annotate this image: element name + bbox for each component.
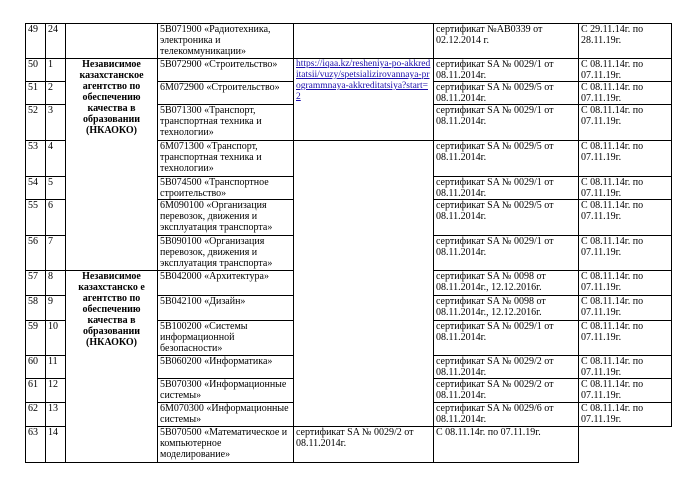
period-cell: С 08.11.14г. по 07.11.19г. xyxy=(579,141,672,177)
certificate-cell: сертификат SA № 0029/6 от 08.11.2014г. xyxy=(434,403,579,427)
program-cell: 5В042000 «Архитектура» xyxy=(158,271,294,296)
row-number: 53 xyxy=(26,141,46,177)
period-cell: С 29.11.14г. по 28.11.19г. xyxy=(579,24,672,59)
period-cell: С 08.11.14г. по 07.11.19г. xyxy=(579,403,672,427)
row-sub-number: 8 xyxy=(46,271,66,296)
certificate-cell: сертификат SA № 0098 от 08.11.2014г., 12.12.2016г. xyxy=(434,296,579,321)
certificate-cell: сертификат SA № 0029/2 от 08.11.2014г. xyxy=(294,427,434,463)
row-number: 51 xyxy=(26,82,46,105)
row-number: 57 xyxy=(26,271,46,296)
program-cell: 5В042100 «Дизайн» xyxy=(158,296,294,321)
period-cell: С 08.11.14г. по 07.11.19г. xyxy=(579,271,672,296)
period-cell: С 08.11.14г. по 07.11.19г. xyxy=(579,296,672,321)
org-cell xyxy=(66,24,158,59)
row-sub-number: 10 xyxy=(46,321,66,356)
program-cell: 5В060200 «Информатика» xyxy=(158,356,294,379)
program-cell: 5В071300 «Транспорт, транспортная техника и технологии» xyxy=(158,105,294,141)
row-number: 49 xyxy=(26,24,46,59)
period-cell: С 08.11.14г. по 07.11.19г. xyxy=(579,236,672,271)
row-number: 60 xyxy=(26,356,46,379)
certificate-cell: сертификат SA № 0029/5 от 08.11.2014г. xyxy=(434,200,579,236)
program-cell: 5В071900 «Радиотехника, электроника и телекоммуникации» xyxy=(158,24,294,59)
row-sub-number: 9 xyxy=(46,296,66,321)
period-cell: С 08.11.14г. по 07.11.19г. xyxy=(579,379,672,403)
certificate-cell: сертификат №АВ0339 от 02.12.2014 г. xyxy=(434,24,579,59)
program-cell: 6М070300 «Информационные системы» xyxy=(158,403,294,427)
row-sub-number: 3 xyxy=(46,105,66,141)
link-cell xyxy=(294,59,434,141)
agency-name: Независимое казахстанское агентство по обеспечению качества в образовании (НКАОКО) xyxy=(66,59,158,271)
period-cell: С 08.11.14г. по 07.11.19г. xyxy=(579,356,672,379)
certificate-cell: сертификат SA № 0029/2 от 08.11.2014г. xyxy=(434,379,579,403)
row-sub-number: 24 xyxy=(46,24,66,59)
row-number: 59 xyxy=(26,321,46,356)
row-sub-number: 2 xyxy=(46,82,66,105)
period-cell: С 08.11.14г. по 07.11.19г. xyxy=(579,82,672,105)
certificate-cell: сертификат SA № 0029/5 от 08.11.2014г. xyxy=(434,141,579,177)
row-number: 55 xyxy=(26,200,46,236)
certificate-cell: сертификат SA № 0029/5 от 08.11.2014г. xyxy=(434,82,579,105)
program-cell: 6М071300 «Транспорт, транспортная техника и технологии» xyxy=(158,141,294,177)
program-cell: 5В070500 «Математическое и компьютерное моделирование» xyxy=(158,427,294,463)
table-row xyxy=(26,59,672,82)
row-sub-number: 6 xyxy=(46,200,66,236)
row-number: 50 xyxy=(26,59,46,82)
row-number: 61 xyxy=(26,379,46,403)
row-number: 62 xyxy=(26,403,46,427)
table-row xyxy=(26,24,672,59)
certificate-cell: сертификат SA № 0029/1 от 08.11.2014г. xyxy=(434,105,579,141)
row-number: 63 xyxy=(26,427,46,463)
row-sub-number: 14 xyxy=(46,427,66,463)
period-cell: С 08.11.14г. по 07.11.19г. xyxy=(579,321,672,356)
program-cell: 5В090100 «Организация перевозок, движения и эксплуатация транспорта» xyxy=(158,236,294,271)
row-sub-number: 11 xyxy=(46,356,66,379)
period-cell: С 08.11.14г. по 07.11.19г. xyxy=(579,177,672,200)
program-cell: 6М090100 «Организация перевозок, движения и эксплуатация транспорта» xyxy=(158,200,294,236)
row-sub-number: 13 xyxy=(46,403,66,427)
certificate-cell: сертификат SA № 0029/2 от 08.11.2014г. xyxy=(434,356,579,379)
period-cell: С 08.11.14г. по 07.11.19г. xyxy=(579,105,672,141)
certificate-cell: сертификат SA № 0029/1 от 08.11.2014г. xyxy=(434,236,579,271)
program-cell: 5В100200 «Системы информационной безопасности» xyxy=(158,321,294,356)
accreditation-link[interactable]: https://iqaa.kz/resheniya-po-akkreditatsii/vuzy/spetsializirovannaya-programmnaya-akkreditatsiya?start=2 xyxy=(296,59,431,102)
row-sub-number: 4 xyxy=(46,141,66,177)
certificate-cell: сертификат SA № 0098 от 08.11.2014г., 12.12.2016г. xyxy=(434,271,579,296)
row-sub-number: 1 xyxy=(46,59,66,82)
link-cell xyxy=(294,24,434,59)
link-cell xyxy=(294,141,434,427)
row-number: 56 xyxy=(26,236,46,271)
row-sub-number: 5 xyxy=(46,177,66,200)
certificate-cell: сертификат SA № 0029/1 от 08.11.2014г. xyxy=(434,177,579,200)
certificate-cell: сертификат SA № 0029/1 от 08.11.2014г. xyxy=(434,321,579,356)
period-cell: С 08.11.14г. по 07.11.19г. xyxy=(434,427,579,463)
row-sub-number: 7 xyxy=(46,236,66,271)
period-cell: С 08.11.14г. по 07.11.19г. xyxy=(579,59,672,82)
certificate-cell: сертификат SA № 0029/1 от 08.11.2014г. xyxy=(434,59,579,82)
program-cell: 6М072900 «Строительство» xyxy=(158,82,294,105)
row-number: 58 xyxy=(26,296,46,321)
row-sub-number: 12 xyxy=(46,379,66,403)
program-cell: 5В072900 «Строительство» xyxy=(158,59,294,82)
row-number: 52 xyxy=(26,105,46,141)
agency-name: Независимое казахстанско е агентство по обеспечению качества в образовании (НКАОКО) xyxy=(66,271,158,463)
program-cell: 5В070300 «Информационные системы» xyxy=(158,379,294,403)
period-cell: С 08.11.14г. по 07.11.19г. xyxy=(579,200,672,236)
row-number: 54 xyxy=(26,177,46,200)
program-cell: 5В074500 «Транспортное строительство» xyxy=(158,177,294,200)
accreditation-table xyxy=(25,23,672,463)
